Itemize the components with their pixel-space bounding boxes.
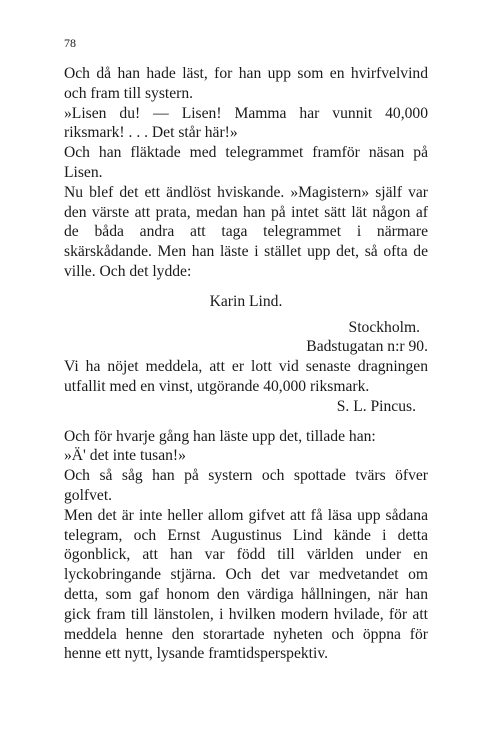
telegram-signature: S. L. Pincus.	[336, 397, 416, 415]
page-text	[64, 64, 428, 664]
paragraph: Nu blef det ett ändlöst hviskande. »Magistern» själf var den värste att prata, medan han på intet sätt lät någon af de båda andra att taga telegrammet i närmare skärskådande. Men han läste i stället upp det, så ofta de ville. Och det lydde:	[64, 183, 428, 280]
telegram-city: Stockholm.	[348, 318, 420, 336]
paragraph: Och han fläktade med telegrammet framför näsan på Lisen.	[64, 144, 428, 181]
paragraph: »Lisen du! — Lisen! Mamma har vunnit 40,000 riksmark! . . . Det står här!»	[64, 104, 428, 142]
paragraph: Och då han hade läst, for han upp som en hvirfvelvind och fram till systern.	[64, 65, 428, 102]
page-number: 78	[64, 36, 76, 50]
telegram-street: Badstugatan n:r 90.	[306, 338, 428, 356]
paragraph: Och för hvarje gång han läste upp det, tillade han:	[64, 427, 376, 445]
telegram	[64, 292, 428, 417]
telegram-addressee: Karin Lind.	[209, 292, 283, 310]
paragraph: »Ä' det inte tusan!»	[64, 447, 186, 465]
paragraph: Men det är inte heller allom gifvet att få läsa upp sådana telegram, och Ernst Augustinus Lind kände i detta ögonblick, att han var född till världen under en lyckobringande stjärna. Och det var medvetandet om detta, som gaf honom den värdiga hållningen, när han gick fram till länstolen, i hvilken modern hvilade, för att meddela henne den storartade nyheten och öppna för henne ett nytt, lysande framtidsperspektiv.	[64, 506, 428, 663]
telegram-body: Vi ha nöjet meddela, att er lott vid senaste dragningen utfallit med en vinst, utgörande 40,000 riksmark.	[64, 358, 428, 395]
paragraph: Och så såg han på systern och spottade tvärs öfver golfvet.	[64, 467, 428, 504]
